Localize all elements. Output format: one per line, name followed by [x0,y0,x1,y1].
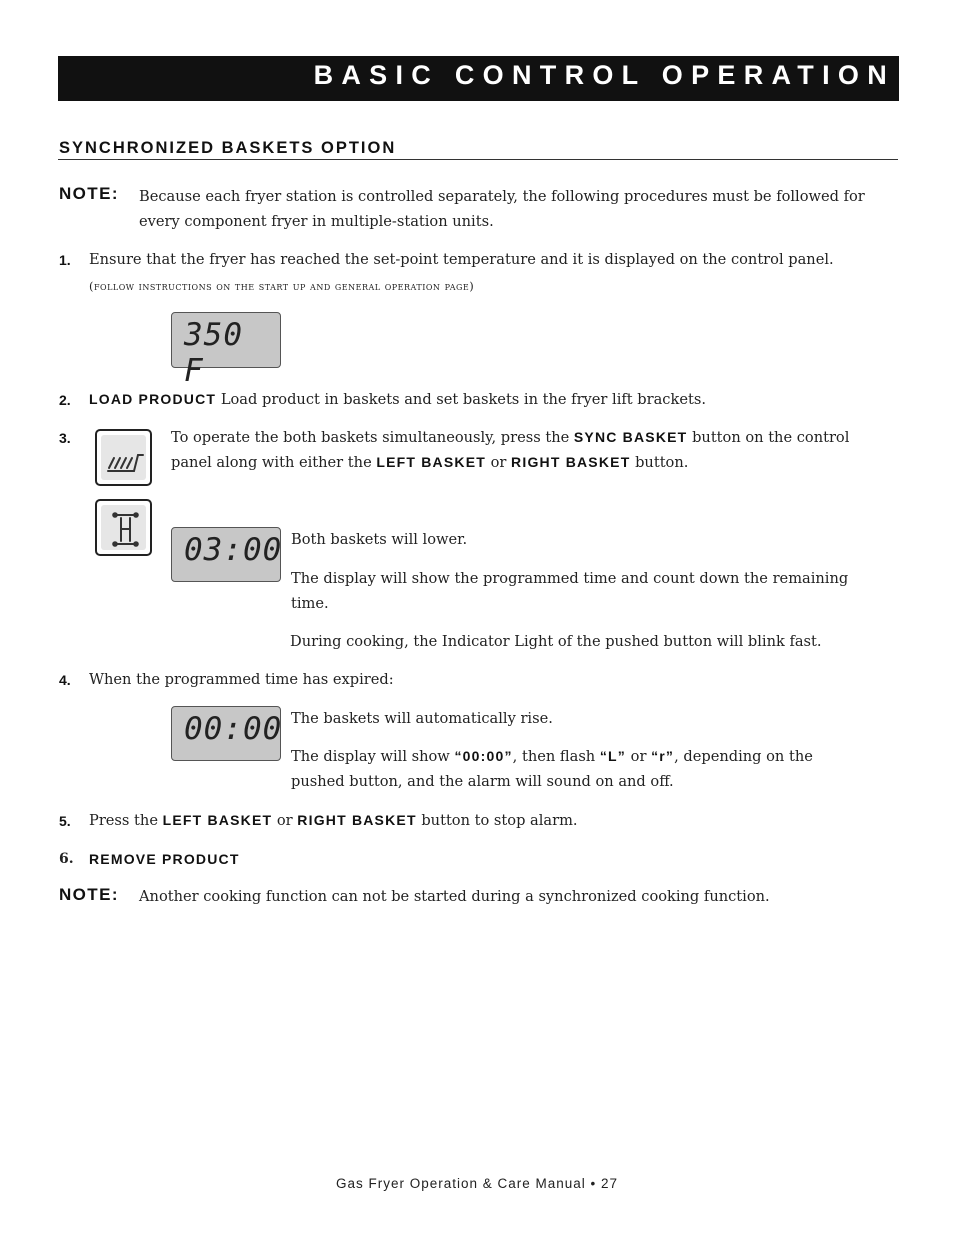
note-line-1: Because each fryer station is controlled separately, the following procedures must be followed for [139,188,865,205]
right-basket-keyword: RIGHT BASKET [511,454,631,470]
page-footer: Gas Fryer Operation & Care Manual • 27 [335,1176,619,1191]
step-3-line-2 [171,450,901,475]
step-1-number: 1. [59,252,71,268]
expired-display-value: 00:00 [184,711,283,747]
note-label: NOTE: [59,885,119,904]
step-1-text: Ensure that the fryer has reached the set-point temperature and it is displayed on the control panel. [89,251,834,268]
zero-time-keyword: “00:00” [454,748,513,764]
step-4-text: When the programmed time has expired: [89,671,394,688]
step-3-text [171,425,901,475]
step-5-number: 5. [59,813,71,829]
expired-display [171,706,281,761]
left-flash-keyword: “L” [599,748,627,764]
header-banner [58,56,899,101]
remove-product-keyword: REMOVE PRODUCT [89,851,240,867]
step-2-text [89,387,706,412]
basket-lift-icon [101,505,150,554]
load-product-keyword: LOAD PRODUCT [89,391,217,407]
sync-basket-icon [101,435,150,484]
step-3-line-1 [171,425,901,450]
display-flash-text-4: , depending on the [674,748,813,765]
step-3-text-3: panel along with either the [171,454,377,471]
temperature-display [171,312,281,389]
note-text [139,184,899,234]
timer-display-value: 03:00 [184,532,283,568]
display-flash-text [291,744,901,794]
display-countdown-text [291,566,901,616]
timer-display [171,527,281,582]
indicator-blink-text: During cooking, the Indicator Light of the pushed button will blink fast. [290,633,822,650]
display-flash-text-2: , then flash [512,748,600,765]
left-basket-keyword: LEFT BASKET [376,454,486,470]
right-basket-keyword: RIGHT BASKET [297,812,417,828]
step-2-body: Load product in baskets and set baskets in the fryer lift brackets. [216,391,706,408]
display-flash-line-2: pushed button, and the alarm will sound on and off. [291,773,674,790]
right-flash-keyword: “r” [651,748,675,764]
step-5-text-3: button to stop alarm. [416,812,578,829]
step-4-number: 4. [59,672,71,688]
display-flash-text-3: or [626,748,652,765]
section-title: SYNCHRONIZED BASKETS OPTION [59,139,397,157]
baskets-rise-text: The baskets will automatically rise. [291,710,553,727]
step-5-text [89,808,578,833]
display-countdown-line-1: The display will show the programmed time and count down the remaining [291,570,849,587]
page-title: BASIC CONTROL OPERATION [313,60,895,90]
baskets-lower-text: Both baskets will lower. [291,531,468,548]
step-3-number: 3. [59,430,71,446]
step-5-text-2: or [272,812,298,829]
display-flash-line-1 [291,744,901,769]
step-3-text-4: or [486,454,512,471]
left-basket-keyword: LEFT BASKET [162,812,273,828]
sync-basket-keyword: SYNC BASKET [573,429,688,445]
basket-lift-button[interactable] [95,499,152,556]
display-flash-text-1: The display will show [291,748,455,765]
basket-lift-button-face [101,505,146,550]
note-line-2: every component fryer in multiple-station units. [139,213,494,230]
step-5-text-1: Press the [89,812,163,829]
temperature-display-value: 350 F [184,317,243,389]
step-1-subnote: (follow instructions on the start up and general operation page) [89,279,475,293]
note-label: NOTE: [59,184,119,203]
sync-basket-button-face [101,435,146,480]
section-divider [58,159,898,160]
step-3-text-1: To operate the both baskets simultaneously, press the [171,429,574,446]
step-6-number: 6. [59,851,74,867]
step-3-text-2: button on the control [687,429,850,446]
display-countdown-line-2: time. [291,595,329,612]
step-2-number: 2. [59,392,71,408]
sync-basket-button[interactable] [95,429,152,486]
note-text: Another cooking function can not be started during a synchronized cooking function. [139,888,770,905]
step-3-text-5: button. [630,454,689,471]
